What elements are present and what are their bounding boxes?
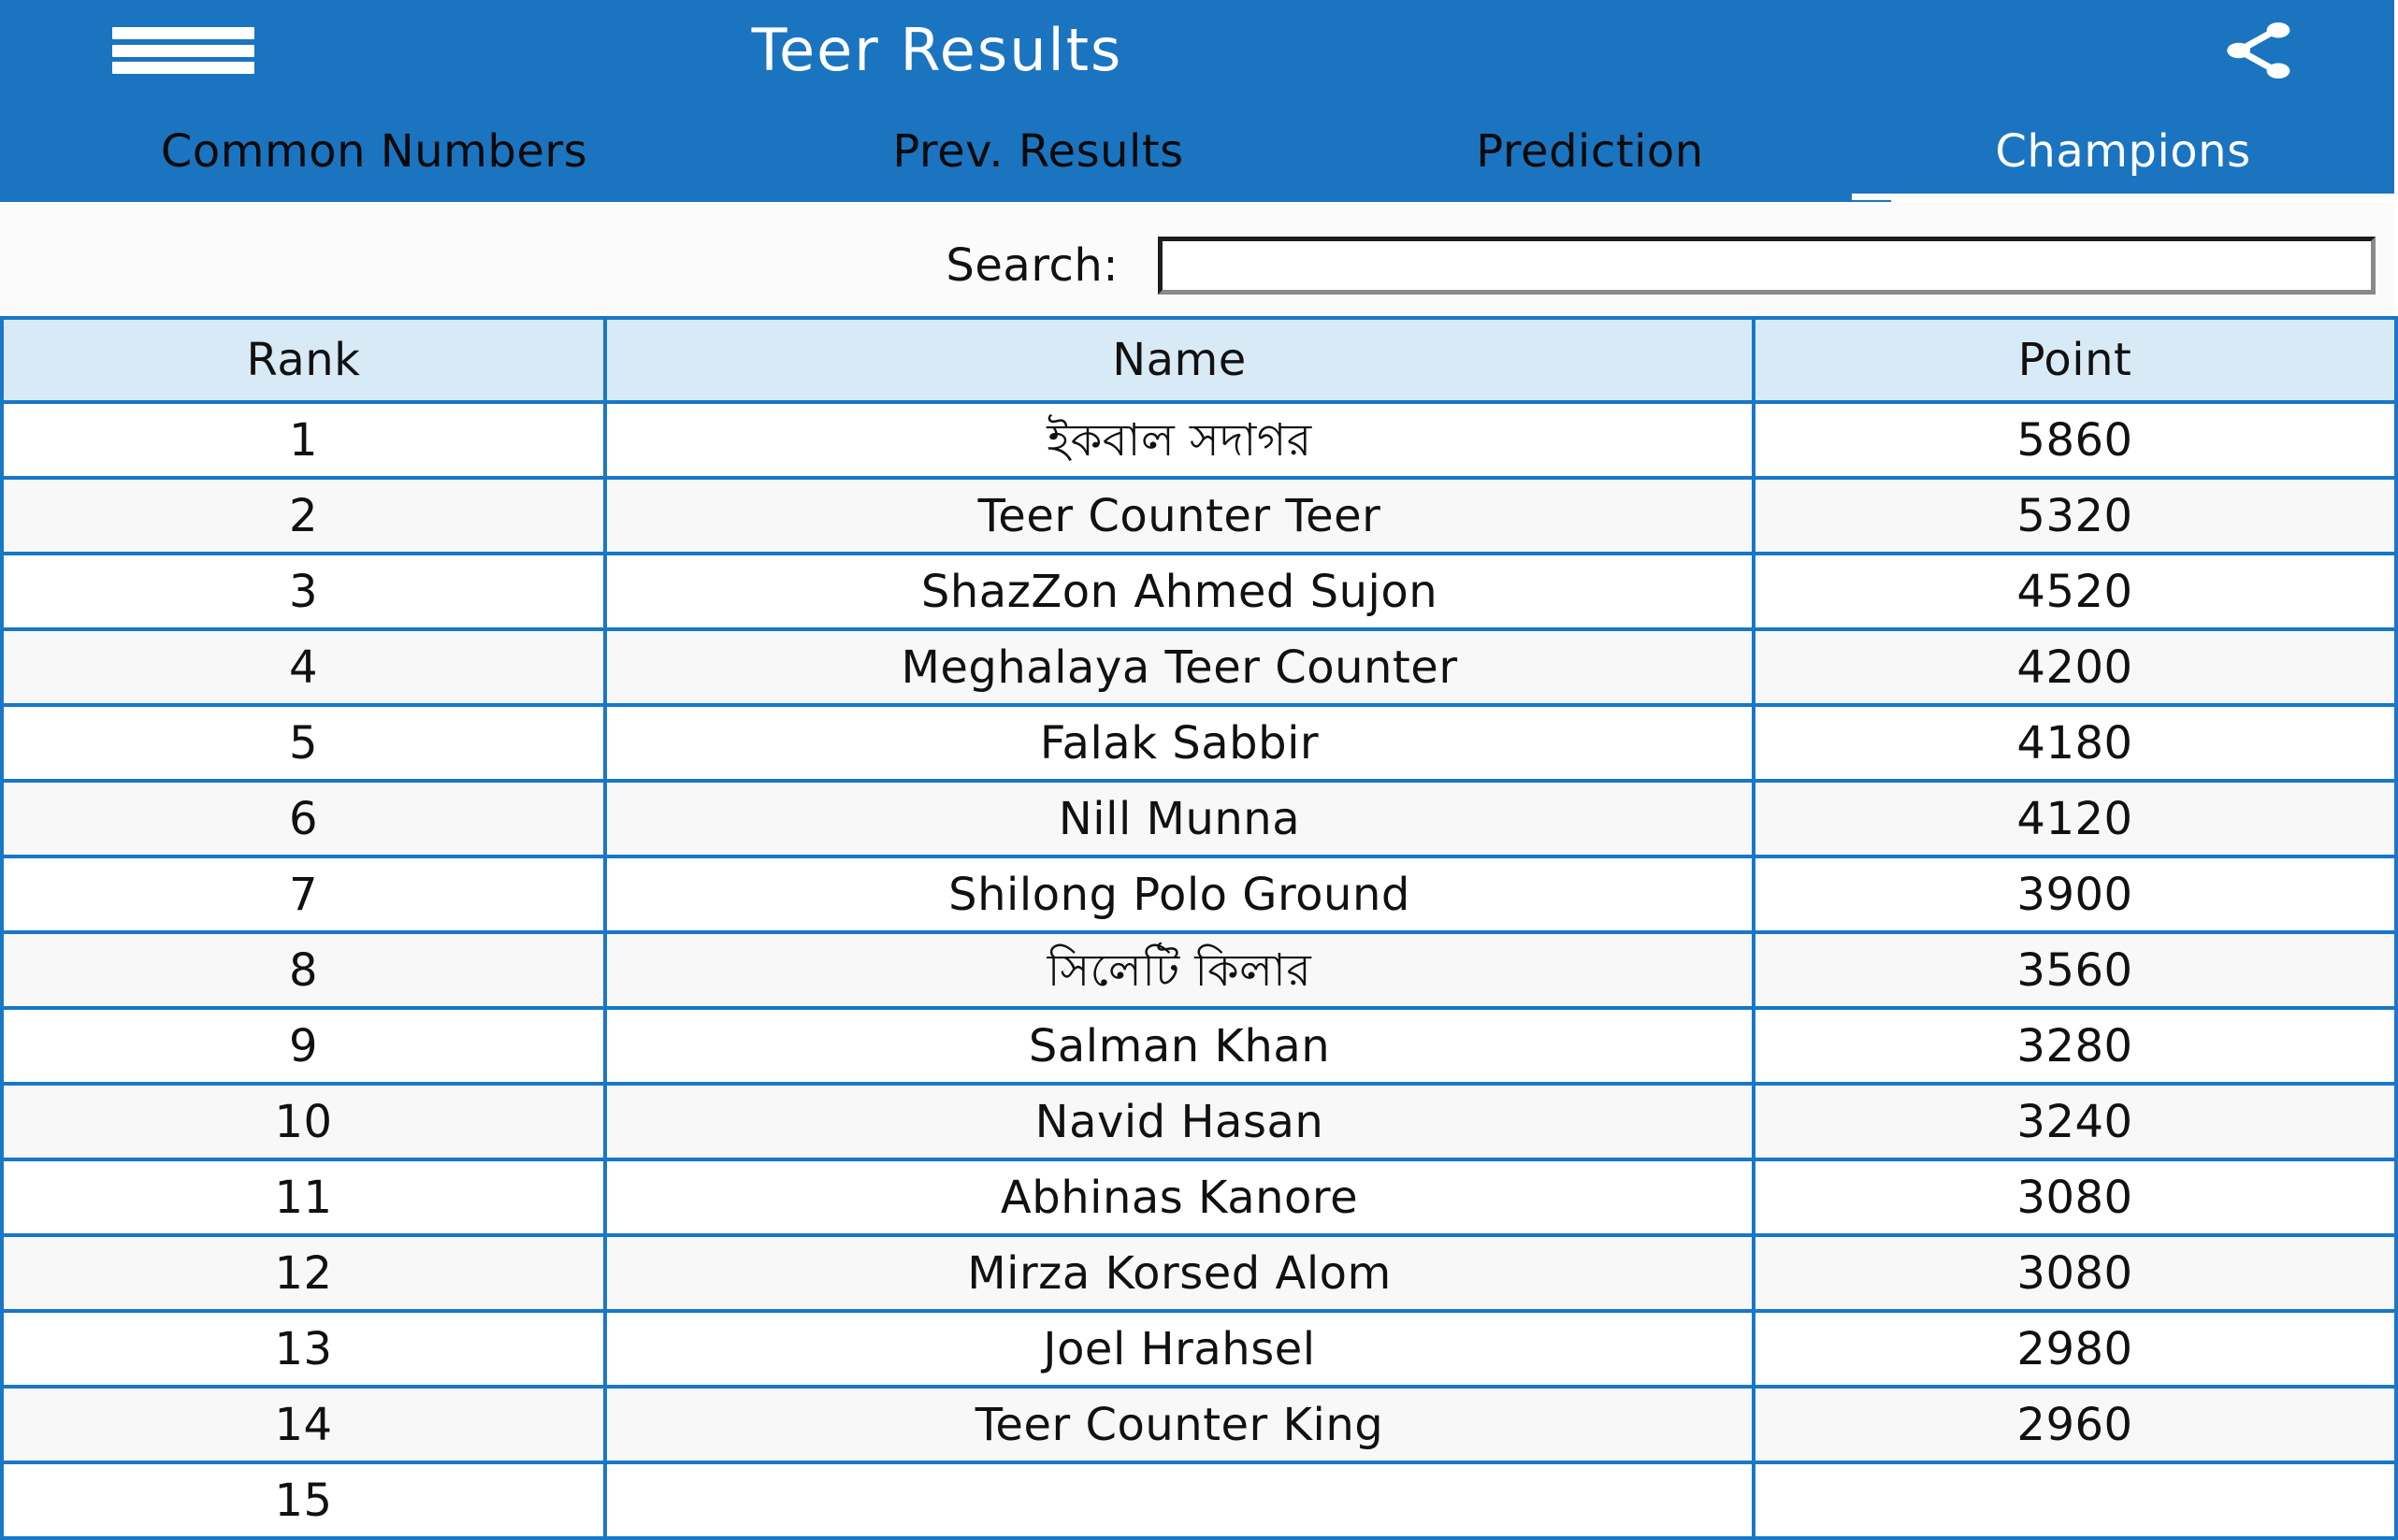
cell-rank: 13 [2, 1311, 605, 1387]
cell-rank: 15 [2, 1462, 605, 1538]
cell-point: 3240 [1754, 1084, 2396, 1159]
cell-rank: 11 [2, 1159, 605, 1235]
tab-label: Prev. Results [892, 125, 1184, 178]
tab-common-numbers[interactable] [0, 101, 748, 202]
cell-rank: 3 [2, 554, 605, 629]
app-bar [0, 0, 2394, 101]
active-tab-indicator [1852, 194, 2394, 202]
tab-champions[interactable] [1852, 101, 2394, 202]
cell-name: ShazZon Ahmed Sujon [605, 554, 1754, 629]
cell-name: Salman Khan [605, 1008, 1754, 1084]
table-row[interactable] [2, 629, 2396, 705]
table-row[interactable] [2, 554, 2396, 629]
table-row[interactable] [2, 705, 2396, 781]
cell-name: Abhinas Kanore [605, 1159, 1754, 1235]
table-row[interactable] [2, 856, 2396, 932]
table-row[interactable] [2, 1311, 2396, 1387]
tab-prediction[interactable] [1328, 101, 1852, 202]
cell-rank: 7 [2, 856, 605, 932]
champions-panel [0, 202, 2394, 1527]
cell-name: Falak Sabbir [605, 705, 1754, 781]
tab-label: Champions [1995, 125, 2251, 178]
column-header-name[interactable]: Name [605, 318, 1754, 402]
table-row[interactable] [2, 1387, 2396, 1462]
cell-point: 5320 [1754, 478, 2396, 554]
cell-rank: 9 [2, 1008, 605, 1084]
cell-name [605, 1462, 1754, 1538]
cell-name: সিলেটি কিলার [605, 932, 1754, 1008]
cell-name: Meghalaya Teer Counter [605, 629, 1754, 705]
cell-rank: 12 [2, 1235, 605, 1311]
cell-point: 3900 [1754, 856, 2396, 932]
table-row[interactable] [2, 1235, 2396, 1311]
share-icon[interactable] [2217, 8, 2301, 93]
cell-rank: 8 [2, 932, 605, 1008]
cell-name: ইকবাল সদাগর [605, 402, 1754, 478]
table-row[interactable] [2, 1008, 2396, 1084]
table-body [2, 402, 2396, 1538]
table-row[interactable] [2, 1462, 2396, 1538]
cell-rank: 2 [2, 478, 605, 554]
cell-point: 4120 [1754, 781, 2396, 856]
tab-label: Common Numbers [160, 125, 588, 178]
search-label: Search: [946, 239, 1119, 292]
cell-point: 3560 [1754, 932, 2396, 1008]
cell-rank: 5 [2, 705, 605, 781]
column-header-point[interactable]: Point [1754, 318, 2396, 402]
search-row [0, 211, 2394, 295]
cell-name: Teer Counter King [605, 1387, 1754, 1462]
cell-point: 3080 [1754, 1159, 2396, 1235]
share-icon-svg [2217, 8, 2301, 93]
app-title: Teer Results [751, 16, 1123, 84]
cell-rank: 10 [2, 1084, 605, 1159]
tab-prev-results[interactable] [748, 101, 1328, 202]
cell-name: Joel Hrahsel [605, 1311, 1754, 1387]
tab-bar [0, 101, 2394, 202]
cell-point: 2960 [1754, 1387, 2396, 1462]
cell-point: 2980 [1754, 1311, 2396, 1387]
table-header-row [2, 318, 2396, 402]
table-header [2, 318, 2396, 402]
cell-rank: 14 [2, 1387, 605, 1462]
table-row[interactable] [2, 1159, 2396, 1235]
cell-point: 4180 [1754, 705, 2396, 781]
cell-rank: 1 [2, 402, 605, 478]
cell-point: 3080 [1754, 1235, 2396, 1311]
cell-point: 3280 [1754, 1008, 2396, 1084]
table-row[interactable] [2, 478, 2396, 554]
cell-point: 4520 [1754, 554, 2396, 629]
cell-point [1754, 1462, 2396, 1538]
cell-name: Teer Counter Teer [605, 478, 1754, 554]
search-input[interactable] [1158, 237, 2376, 295]
table-row[interactable] [2, 781, 2396, 856]
cell-point: 5860 [1754, 402, 2396, 478]
cell-name: Navid Hasan [605, 1084, 1754, 1159]
cell-rank: 6 [2, 781, 605, 856]
table-row[interactable] [2, 1084, 2396, 1159]
column-header-rank[interactable]: Rank [2, 318, 605, 402]
table-row[interactable] [2, 932, 2396, 1008]
cell-rank: 4 [2, 629, 605, 705]
tab-label: Prediction [1476, 125, 1704, 178]
cell-name: Nill Munna [605, 781, 1754, 856]
champions-table [0, 316, 2398, 1540]
cell-point: 4200 [1754, 629, 2396, 705]
cell-name: Shilong Polo Ground [605, 856, 1754, 932]
cell-name: Mirza Korsed Alom [605, 1235, 1754, 1311]
table-row[interactable] [2, 402, 2396, 478]
